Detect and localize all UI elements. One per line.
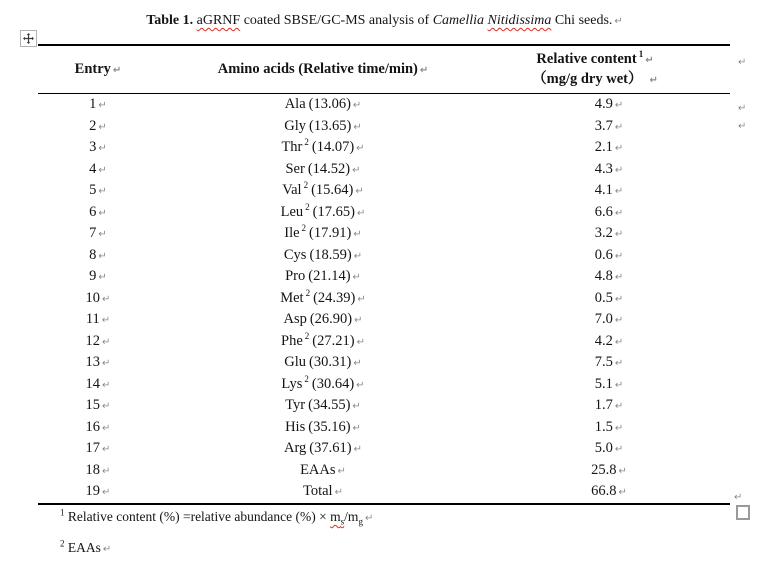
cell-mark: ↵ (649, 74, 658, 86)
value-cell (488, 159, 730, 181)
table-caption (0, 13, 769, 29)
value-cell (488, 245, 730, 267)
retention-time: (30.31) (309, 354, 352, 370)
table-row (38, 352, 730, 374)
amino-acid-cell (158, 417, 488, 439)
table-row (38, 180, 730, 202)
cell-mark: ↵ (354, 315, 363, 326)
retention-time: (26.90) (309, 311, 353, 327)
retention-time: (17.65) (312, 203, 355, 220)
amino-acid-name: Total (303, 483, 333, 499)
retention-time: (15.64) (311, 182, 354, 198)
footnote-ref-2: 2 (303, 180, 309, 191)
caption-text-end: Chi seeds. (551, 13, 613, 28)
entry-cell (38, 94, 158, 116)
entry-number: 18 (85, 461, 101, 478)
amino-acid-name: Glu (284, 354, 307, 370)
table-row (38, 309, 730, 331)
footnote-ref-2: 2 (304, 330, 310, 341)
paragraph-mark: ↵ (738, 103, 747, 114)
table-row (38, 159, 730, 181)
cell-mark: ↵ (353, 121, 362, 133)
cell-mark: ↵ (102, 465, 111, 477)
entry-number: 14 (85, 375, 101, 392)
retention-time: (17.91) (309, 225, 352, 241)
footnote-ref-2: 2 (304, 373, 309, 384)
footnote-1-ms-term: $m_s$ (330, 509, 345, 527)
amino-acid-cell (158, 309, 488, 331)
cell-mark: ↵ (352, 164, 361, 176)
table-row (38, 331, 730, 353)
value-cell (488, 352, 730, 374)
entry-number: 9 (89, 268, 97, 284)
relative-content-value: 5.0 (594, 440, 613, 456)
table-row (38, 288, 730, 310)
cell-mark: ↵ (614, 207, 624, 219)
cell-mark: ↵ (614, 358, 624, 369)
entry-cell (38, 159, 158, 181)
retention-time: (34.55) (308, 397, 351, 413)
relative-content-value: 25.8 (591, 461, 617, 478)
amino-acid-name: Phe (281, 332, 303, 349)
table-row (38, 223, 730, 245)
cell-mark: ↵ (102, 401, 111, 412)
amino-acid-cell (158, 288, 488, 310)
value-cell (488, 180, 730, 202)
value-cell (488, 481, 730, 503)
cell-mark: ↵ (356, 207, 366, 219)
amino-acid-name: Arg (284, 440, 307, 456)
cell-mark: ↵ (102, 293, 111, 305)
amino-acid-cell (158, 116, 488, 138)
amino-acid-name: Ile (284, 225, 300, 241)
caption-label: Table 1. (146, 13, 197, 28)
cell-mark: ↵ (614, 186, 624, 197)
entry-number: 13 (85, 354, 101, 370)
paragraph-mark: ↵ (734, 492, 743, 503)
table-row (38, 116, 730, 138)
entry-cell (38, 417, 158, 439)
amino-acid-cell (158, 331, 488, 353)
cell-mark: ↵ (98, 121, 107, 133)
amino-acid-cell (158, 180, 488, 202)
entry-number: 17 (85, 440, 101, 456)
cell-mark: ↵ (614, 315, 624, 326)
cell-mark: ↵ (102, 444, 111, 455)
amino-acid-name: His (285, 418, 306, 435)
cell-mark: ↵ (352, 401, 361, 412)
cell-mark: ↵ (98, 100, 107, 111)
relative-content-value: 66.8 (591, 483, 617, 499)
col-header-relative-content (488, 50, 730, 90)
amino-acid-name: Val (282, 182, 302, 198)
value-cell (488, 395, 730, 417)
table-header-row (38, 46, 730, 94)
cell-mark: ↵ (353, 229, 362, 240)
col-header-entry-label: Entry (74, 61, 111, 77)
cell-mark: ↵ (645, 54, 654, 66)
value-cell (488, 374, 730, 396)
amino-acid-name: Cys (283, 246, 307, 263)
cell-mark: ↵ (98, 250, 107, 262)
amino-acid-name: EAAs (300, 461, 336, 478)
amino-acid-cell (158, 159, 488, 181)
relative-content-value: 0.6 (594, 246, 613, 263)
relative-content-value: 1.5 (594, 418, 613, 435)
cell-mark: ↵ (352, 272, 361, 283)
col-header-entry (38, 61, 158, 78)
amino-acid-name: Leu (280, 203, 304, 220)
table-row (38, 438, 730, 460)
cell-mark: ↵ (614, 250, 624, 262)
paragraph-mark: ↵ (738, 57, 747, 68)
table-row (38, 481, 730, 503)
amino-acid-cell (158, 460, 488, 482)
relative-content-value: 7.0 (594, 311, 613, 327)
amino-acid-cell (158, 245, 488, 267)
footnote-1-marker: 1 (60, 507, 65, 518)
entry-number: 1 (89, 96, 97, 112)
retention-time: (14.07) (311, 139, 355, 155)
cell-mark: ↵ (352, 422, 361, 434)
cell-mark: ↵ (614, 293, 624, 305)
col-header-content-line1: Relative content $^1$↵ (536, 48, 654, 67)
retention-time: (13.06) (308, 96, 351, 112)
entry-cell (38, 331, 158, 353)
cell-mark: ↵ (614, 164, 624, 176)
col-header-content-line2: （mg/g dry wet） ↵ (532, 70, 658, 87)
retention-time: (14.52) (307, 160, 351, 177)
footnote-1 (60, 509, 373, 525)
entry-number: 12 (85, 332, 101, 349)
cell-mark: ↵ (353, 358, 362, 369)
footnote-2-text: EAAs (64, 540, 101, 555)
table-row (38, 460, 730, 482)
cell-mark: ↵ (102, 487, 111, 498)
cell-mark: ↵ (98, 272, 107, 283)
move-arrows-icon (23, 33, 34, 44)
amino-acid-name: Tyr (285, 397, 306, 413)
entry-cell (38, 309, 158, 331)
retention-time: (30.64) (311, 375, 355, 392)
table-row (38, 245, 730, 267)
cell-mark: ↵ (614, 121, 624, 133)
amino-acid-name: Met (280, 289, 304, 306)
entry-number: 5 (89, 182, 97, 198)
col-header-amino-acids (158, 61, 488, 78)
table-move-handle[interactable] (20, 30, 37, 47)
amino-acid-cell (158, 395, 488, 417)
entry-cell (38, 481, 158, 503)
retention-time: (21.14) (308, 268, 351, 284)
amino-acid-cell (158, 94, 488, 116)
cell-mark: ↵ (102, 422, 111, 434)
paragraph-mark: ↵ (364, 513, 374, 524)
cell-mark: ↵ (614, 444, 624, 455)
footnote-2-marker: 2 (60, 538, 65, 549)
cell-mark: ↵ (98, 186, 107, 197)
entry-cell (38, 116, 158, 138)
value-cell (488, 331, 730, 353)
cell-mark: ↵ (614, 100, 624, 111)
entry-number: 7 (89, 225, 97, 241)
cell-mark: ↵ (352, 100, 362, 111)
cell-mark: ↵ (614, 401, 624, 412)
cell-mark: ↵ (618, 487, 627, 498)
cell-mark: ↵ (618, 465, 627, 477)
value-cell (488, 460, 730, 482)
entry-number: 4 (89, 160, 97, 177)
footnote-1-text: Relative content (%) =relative abundance (%) × (64, 509, 331, 524)
amino-acid-name: Pro (285, 268, 306, 284)
cell-mark: ↵ (98, 229, 107, 240)
cell-mark: ↵ (102, 336, 111, 348)
caption-word-agrnf: aGRNF (196, 13, 241, 28)
relative-content-value: 4.3 (594, 160, 613, 177)
table-row (38, 202, 730, 224)
amino-acid-name: Ser (285, 160, 305, 177)
cell-mark: ↵ (112, 65, 122, 76)
retention-time: (18.59) (309, 246, 352, 263)
relative-content-value: 1.7 (594, 397, 613, 413)
cell-mark: ↵ (334, 487, 343, 498)
retention-time: (35.16) (308, 418, 351, 435)
entry-cell (38, 223, 158, 245)
entry-cell (38, 395, 158, 417)
table-row (38, 94, 730, 116)
amino-acid-name: Thr (281, 139, 303, 155)
retention-time: (27.21) (312, 332, 355, 349)
relative-content-value: 7.5 (594, 354, 613, 370)
footnote-ref-2: 2 (305, 287, 311, 298)
value-cell (488, 288, 730, 310)
cell-mark: ↵ (356, 336, 365, 348)
amino-acid-name: Ala (284, 96, 306, 112)
relative-content-value: 4.8 (594, 268, 613, 284)
entry-cell (38, 438, 158, 460)
relative-content-value: 2.1 (594, 139, 613, 155)
amino-acid-cell (158, 374, 488, 396)
footnote-ref-2: 2 (301, 223, 307, 234)
amino-acid-cell (158, 202, 488, 224)
amino-acid-cell (158, 266, 488, 288)
footnote-2 (60, 540, 111, 556)
table-row (38, 417, 730, 439)
entry-cell (38, 180, 158, 202)
amino-acid-table (38, 44, 730, 505)
value-cell (488, 266, 730, 288)
value-cell (488, 438, 730, 460)
entry-number: 10 (85, 289, 101, 306)
cell-mark: ↵ (98, 143, 107, 154)
relative-content-value: 3.2 (594, 225, 613, 241)
caption-species-genus: Camellia (432, 13, 488, 28)
entry-number: 6 (89, 203, 97, 220)
paragraph-mark: ↵ (614, 16, 623, 27)
amino-acid-cell (158, 223, 488, 245)
relative-content-value: 4.1 (594, 182, 613, 198)
cell-mark: ↵ (337, 465, 346, 477)
amino-acid-name: Lys (281, 375, 303, 392)
table-row (38, 137, 730, 159)
entry-number: 11 (85, 311, 100, 327)
cell-mark: ↵ (98, 207, 107, 219)
footnote-ref-2: 2 (305, 201, 310, 212)
cell-mark: ↵ (356, 143, 365, 154)
footnote-1-separator: / (344, 509, 348, 524)
cell-mark: ↵ (102, 358, 111, 369)
relative-content-value: 0.5 (594, 289, 613, 306)
cell-mark: ↵ (356, 379, 365, 391)
table-row (38, 266, 730, 288)
entry-number: 3 (89, 139, 97, 155)
table-row (38, 374, 730, 396)
entry-cell (38, 374, 158, 396)
paragraph-mark: ↵ (102, 544, 112, 555)
cell-mark: ↵ (614, 143, 624, 154)
relative-content-value: 4.2 (594, 332, 613, 349)
relative-content-value: 6.6 (594, 203, 613, 220)
cell-mark: ↵ (101, 315, 111, 326)
footnote-1-mg-term: $m_g$ (347, 509, 363, 527)
amino-acid-cell (158, 352, 488, 374)
footnote-ref-1: 1 (638, 48, 644, 59)
entry-number: 16 (85, 418, 101, 435)
cell-mark: ↵ (357, 293, 366, 305)
amino-acid-cell (158, 438, 488, 460)
entry-number: 2 (89, 117, 97, 134)
cell-mark: ↵ (614, 336, 624, 348)
footnote-ref-2: 2 (304, 137, 309, 148)
entry-cell (38, 266, 158, 288)
retention-time: (24.39) (313, 289, 356, 306)
value-cell (488, 309, 730, 331)
amino-acid-name: Asp (283, 311, 307, 327)
entry-cell (38, 202, 158, 224)
amino-acid-name: Gly (284, 117, 307, 134)
retention-time: (13.65) (309, 117, 352, 134)
relative-content-value: 5.1 (594, 375, 613, 392)
entry-number: 15 (85, 397, 101, 413)
entry-cell (38, 245, 158, 267)
relative-content-value: 4.9 (594, 96, 613, 112)
value-cell (488, 202, 730, 224)
value-cell (488, 417, 730, 439)
retention-time: (37.61) (309, 440, 352, 456)
cell-mark: ↵ (355, 186, 364, 197)
entry-cell (38, 352, 158, 374)
cell-mark: ↵ (353, 444, 362, 455)
value-cell (488, 94, 730, 116)
cell-mark: ↵ (614, 379, 624, 391)
cell-mark: ↵ (419, 65, 429, 76)
table-resize-handle[interactable] (736, 505, 750, 520)
entry-cell (38, 288, 158, 310)
value-cell (488, 116, 730, 138)
paragraph-mark: ↵ (738, 121, 747, 132)
table-row (38, 395, 730, 417)
col-header-amino-label: Amino acids (Relative time/min) (217, 61, 418, 77)
relative-content-value: 3.7 (594, 117, 613, 134)
entry-number: 8 (89, 246, 97, 263)
entry-cell (38, 460, 158, 482)
cell-mark: ↵ (614, 229, 624, 240)
amino-acid-cell (158, 137, 488, 159)
cell-mark: ↵ (614, 422, 624, 434)
entry-cell (38, 137, 158, 159)
cell-mark: ↵ (98, 164, 107, 176)
entry-number: 19 (85, 483, 101, 499)
table-body (38, 94, 730, 503)
cell-mark: ↵ (353, 250, 363, 262)
caption-species-epithet: Nitidissima (487, 13, 552, 28)
value-cell (488, 137, 730, 159)
value-cell (488, 223, 730, 245)
cell-mark: ↵ (102, 379, 111, 391)
amino-acid-cell (158, 481, 488, 503)
caption-text: coated SBSE/GC-MS analysis of (240, 13, 433, 28)
cell-mark: ↵ (614, 272, 624, 283)
